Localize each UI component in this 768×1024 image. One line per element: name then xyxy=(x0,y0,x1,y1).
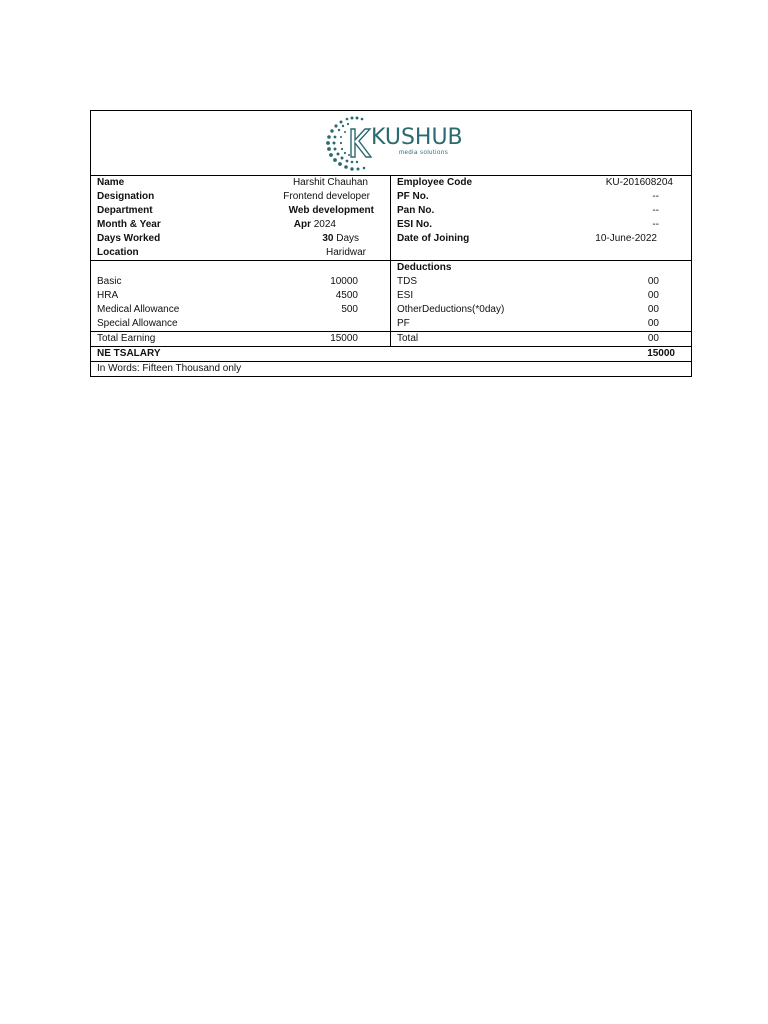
tds-value: 00 xyxy=(647,276,659,287)
deduction-row-tds xyxy=(391,275,691,289)
detail-row-date-of-joining xyxy=(391,232,691,246)
pf-no-label: PF No. xyxy=(397,191,429,202)
detail-row-name xyxy=(91,176,390,190)
basic-value: 10000 xyxy=(330,276,358,287)
days-count: 30 xyxy=(322,233,334,244)
detail-row-department xyxy=(91,204,390,218)
month-year-value xyxy=(294,218,336,232)
detail-row-esi-no xyxy=(391,218,691,232)
employee-details xyxy=(91,176,691,260)
total-deduction-value: 00 xyxy=(647,333,659,344)
earning-row-medical xyxy=(91,303,390,317)
detail-row-pf-no xyxy=(391,190,691,204)
date-of-joining-value: 10-June-2022 xyxy=(595,233,657,244)
earning-row-special xyxy=(91,317,390,331)
hra-value: 4500 xyxy=(335,290,358,301)
department-label: Department xyxy=(97,205,153,216)
employee-code-label: Employee Code xyxy=(397,177,473,188)
esi-no-label: ESI No. xyxy=(397,219,433,230)
esi-label: ESI xyxy=(397,290,414,301)
details-left-column xyxy=(91,176,391,260)
detail-row-empty xyxy=(391,246,691,260)
earnings-column xyxy=(91,261,391,346)
total-earning-row xyxy=(91,331,390,346)
detail-row-location xyxy=(91,246,390,260)
total-deduction-row xyxy=(391,331,691,346)
deductions-header-row xyxy=(391,261,691,275)
pf-value: 00 xyxy=(647,318,659,329)
year-value: 2024 xyxy=(310,219,336,230)
medical-allowance-label: Medical Allowance xyxy=(97,304,180,315)
details-right-column xyxy=(391,176,691,260)
in-words-row xyxy=(91,361,691,376)
employee-code-value: KU-201608204 xyxy=(605,177,673,188)
detail-row-days-worked xyxy=(91,232,390,246)
total-deduction-label: Total xyxy=(397,333,419,344)
net-salary-label: NE TSALARY xyxy=(97,348,161,359)
earnings-deductions xyxy=(91,260,691,346)
month-value: Apr xyxy=(293,219,311,230)
logo-wordmark: KUSHUB xyxy=(371,125,463,150)
logo-header xyxy=(91,111,691,176)
month-year-label: Month & Year xyxy=(97,219,161,230)
pf-no-value: -- xyxy=(652,191,659,202)
detail-row-pan-no xyxy=(391,204,691,218)
medical-allowance-value: 500 xyxy=(341,304,358,315)
days-worked-label: Days Worked xyxy=(97,233,161,244)
designation-label: Designation xyxy=(97,191,155,202)
hra-label: HRA xyxy=(97,290,119,301)
department-value: Web development xyxy=(288,205,374,216)
deduction-row-esi xyxy=(391,289,691,303)
net-salary-value: 15000 xyxy=(647,348,675,359)
salary-slip xyxy=(90,110,692,377)
days-unit: Days xyxy=(333,233,359,244)
other-deductions-value: 00 xyxy=(647,304,659,315)
tds-label: TDS xyxy=(397,276,417,287)
pan-no-value: -- xyxy=(652,205,659,216)
designation-value: Frontend developer xyxy=(283,191,370,202)
total-earning-value: 15000 xyxy=(330,333,358,344)
location-label: Location xyxy=(97,247,139,258)
deductions-column xyxy=(391,261,691,346)
pan-no-label: Pan No. xyxy=(397,205,435,216)
earning-row-basic xyxy=(91,275,390,289)
days-worked-value xyxy=(322,232,359,246)
detail-row-designation xyxy=(91,190,390,204)
deductions-title: Deductions xyxy=(397,262,452,273)
earnings-spacer xyxy=(91,261,390,275)
esi-no-value: -- xyxy=(652,219,659,230)
detail-row-month-year xyxy=(91,218,390,232)
total-earning-label: Total Earning xyxy=(97,333,156,344)
location-value: Haridwar xyxy=(325,247,366,258)
in-words-text: In Words: Fifteen Thousand only xyxy=(97,363,242,374)
deduction-row-other xyxy=(391,303,691,317)
date-of-joining-label: Date of Joining xyxy=(397,233,470,244)
pf-label: PF xyxy=(397,318,410,329)
special-allowance-label: Special Allowance xyxy=(97,318,178,329)
basic-label: Basic xyxy=(97,276,122,287)
logo-tagline: media solutions xyxy=(399,150,449,156)
other-deductions-label: OtherDeductions(*0day) xyxy=(397,304,505,315)
name-label: Name xyxy=(97,177,125,188)
esi-value: 00 xyxy=(647,290,659,301)
net-salary-row xyxy=(91,346,691,361)
deduction-row-pf xyxy=(391,317,691,331)
earning-row-hra xyxy=(91,289,390,303)
name-value: Harshit Chauhan xyxy=(292,177,368,188)
detail-row-employee-code xyxy=(391,176,691,190)
company-logo xyxy=(321,113,471,173)
